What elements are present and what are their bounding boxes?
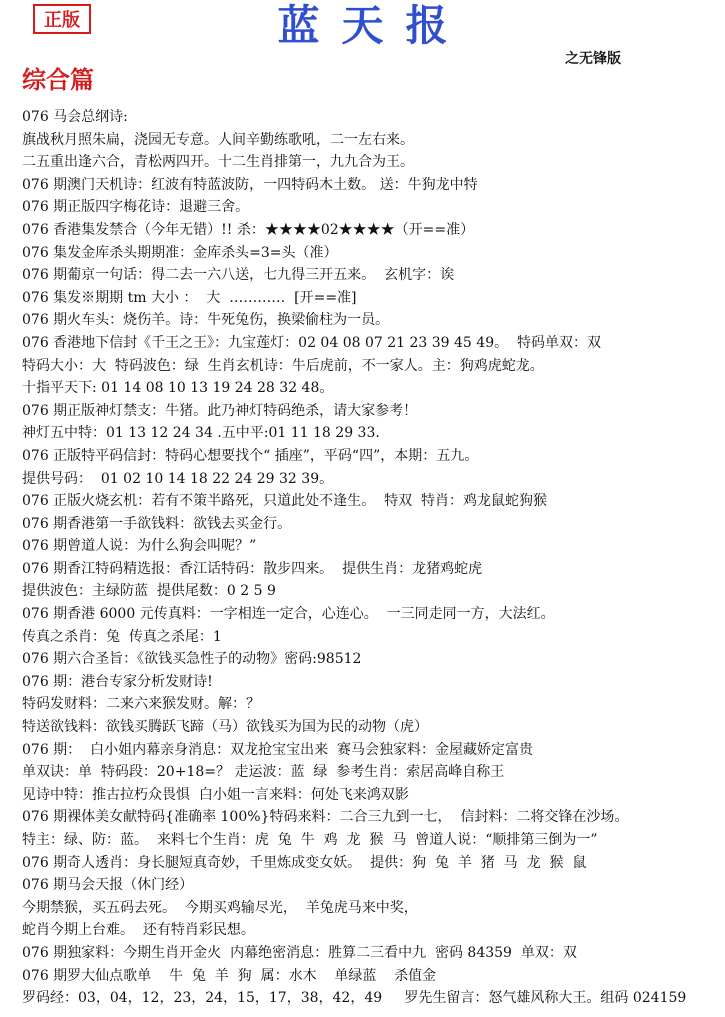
text-line: 076 正版特平码信封：特码心想要找个“ 插座”，平码“四”，本期：五九。: [22, 447, 479, 464]
edition-label: 之无锋版: [565, 51, 621, 67]
text-line: 特主：绿、防：蓝。 来料七个生肖：虎 兔 牛 鸡 龙 猴 马 曾道人说：“顺排第三倒为一”: [22, 832, 598, 848]
text-line: 076 期火车头：烧伤羊。诗：牛死兔伤，换梁偷柱为一员。: [22, 312, 390, 329]
text-line: 076 期马会天报（休门经）: [22, 877, 194, 894]
text-line: 十指平天下: 01 14 08 10 13 19 24 28 32 48。: [22, 380, 334, 397]
text-line: 单双诀：单 特码段：20+18=？ 走运波：蓝 绿 参考生肖：索居高峰自称王: [22, 764, 505, 781]
text-line: 特码大小：大 特码波色：绿 生肖玄机诗：牛后虎前，不一家人。主：狗鸡虎蛇龙。: [22, 357, 544, 374]
text-line: 076 马会总纲诗:: [22, 109, 128, 125]
text-line: 076 期香港第一手欲钱料：欲钱去买金行。: [22, 515, 292, 532]
text-line: 076 正版火烧玄机：若有不策半路死，只道此处不逢生。 特双 特肖：鸡龙鼠蛇狗猴: [22, 493, 547, 510]
newspaper-title: 蓝天报: [277, 1, 470, 50]
text-line: 076 期： 白小姐内幕亲身消息：双龙抢宝宝出来 赛马会独家料：金屋藏娇定富贵: [22, 741, 533, 758]
text-line: 提供号码： 01 02 10 14 18 22 24 29 32 39。: [22, 470, 334, 487]
text-line: 罗码经：03，04，12，23，24，15，17，38，42，49 罗先生留言：怒气雄风称大王。组码 024159: [22, 990, 687, 1007]
section-heading: 综合篇: [22, 66, 94, 94]
text-line: 特送欲钱料：欲钱买腾跃飞蹄（马）欲钱买为国为民的动物（虎）: [22, 719, 428, 736]
text-line: 076 香港集发禁合（今年无错）!! 杀：★★★★02★★★★（开==准）: [22, 221, 475, 238]
text-line: 076 期奇人透肖：身长腿短真奇妙，千里炼成变女妖。 提供：狗 兔 羊 猪 马 龙 猴 鼠: [22, 854, 587, 871]
text-line: 蛇肖今期上台难。 还有特肖彩民想。: [22, 922, 255, 939]
text-line: 见诗中特：推古拉朽众畏惧 白小姐一言来料：何处飞来鸿双影: [22, 786, 409, 803]
text-line: 076 期罗大仙点歌单 牛 兔 羊 狗 属：水木 单绿蓝 杀值金: [22, 967, 437, 984]
text-line: 提供波色：主绿防蓝 提供尾数：0 2 5 9: [22, 583, 276, 600]
text-line: 076 期裸体美女献特码{准确率 100%}特码来料：二合三九到一七， 信封料：二将交锋在沙场。: [22, 809, 629, 826]
text-line: 076 期香江特码精选报：香江话特码：散步四来。 提供生肖：龙猪鸡蛇虎: [22, 560, 483, 577]
text-line: 076 期独家料：今期生肖开金火 内幕绝密消息：胜算二三看中九 密码 84359 单双：双: [22, 944, 577, 961]
text-line: 传真之杀肖：兔 传真之杀尾：1: [22, 628, 222, 645]
text-line: 旗战秋月照朱扁，浇园无专意。人间辛勤练歌吼，二一左右来。: [22, 131, 414, 148]
text-line: 特码发财料：二来六来猴发财。解：？: [22, 696, 260, 713]
text-line: 076 期香港 6000 元传真料：一字相连一定合，心连心。 一三同走同一方，大法红。: [22, 606, 555, 623]
text-line: 076 集发金库杀头期期准：金库杀头=3=头（准）: [22, 244, 338, 261]
content-lines: [22, 106, 719, 1010]
text-line: 076 期曾道人说：为什么狗会叫呢？”: [22, 538, 257, 555]
text-line: 076 期澳门天机诗：红波有特蓝波防，一四特码木土数。 送：牛狗龙中特: [22, 176, 478, 193]
text-line: 076 期正版四字梅花诗：退避三舍。: [22, 199, 250, 216]
text-line: 076 集发※期期 tm 大小 ： 大 ………… [开==准]: [22, 289, 357, 306]
text-line: 二五重出逢六合，青松两四开。十二生肖排第一，九九合为王。: [22, 154, 414, 171]
text-line: 神灯五中特：01 13 12 24 34 .五中平:01 11 18 29 33.: [22, 425, 380, 442]
authentic-edition-badge: 正版: [33, 4, 91, 34]
text-line: 今期禁猴，买五码去死。 今期买鸡输尽光， 羊兔虎马来中奖，: [22, 899, 418, 916]
text-line: 076 期六合圣旨：《欲钱买急性子的动物》密码:98512: [22, 651, 362, 668]
text-line: 076 期正版神灯禁支：牛猪。此乃神灯特码绝杀，请大家参考！: [22, 402, 418, 419]
text-line: 076 香港地下信封《千王之王》：九宝莲灯：02 04 08 07 21 23 39 45 49。 特码单双：双: [22, 334, 602, 351]
text-line: 076 期葡京一句话：得二去一六八送，七九得三开五来。 玄机字：诶: [22, 267, 455, 284]
text-line: 076 期：港台专家分析发财诗!: [22, 673, 213, 690]
